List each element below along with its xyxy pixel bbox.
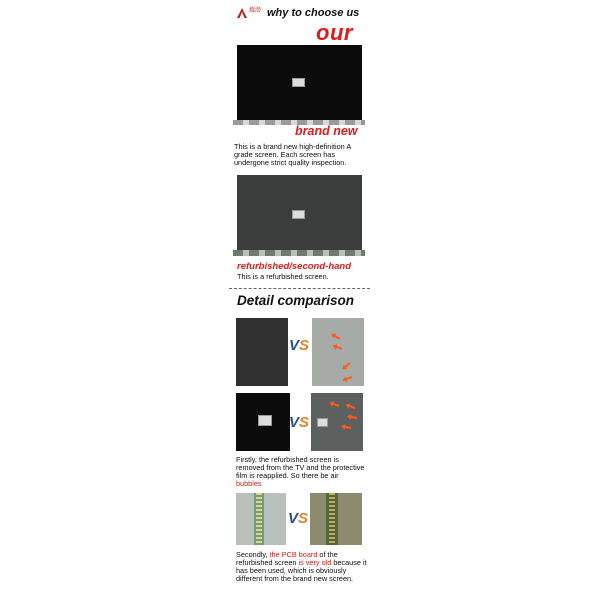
comparison-3-new-image xyxy=(236,493,286,545)
screen-label-sticker xyxy=(317,418,328,427)
refurbished-description: This is a refurbished screen. xyxy=(237,272,329,281)
refurbished-label: refurbished/second-hand xyxy=(237,261,352,272)
comparison-2-new-image xyxy=(236,393,290,451)
comparison-3-description xyxy=(236,551,368,583)
pcb-connector xyxy=(329,493,335,545)
defect-arrow-icon xyxy=(344,426,351,429)
defect-arrow-icon xyxy=(345,376,352,380)
pcb-text-3: because it has been used, which is obviously different from the brand new screen. xyxy=(236,558,367,583)
refurbished-pcb-edge xyxy=(233,250,365,256)
detail-comparison-title: Detail comparison xyxy=(237,293,355,308)
comparison-1-new-image xyxy=(236,318,288,386)
our-accent-title: our xyxy=(316,20,353,45)
defect-arrow-icon xyxy=(348,405,355,409)
why-choose-title: why to choose us xyxy=(267,7,360,19)
pcb-text-2: of the refurbished screen xyxy=(236,550,338,567)
brand-new-screen-image xyxy=(237,45,362,120)
comparison-2-refurbished-image xyxy=(311,393,363,451)
logo-triangle-icon xyxy=(237,8,247,18)
pcb-highlight: the PCB board xyxy=(269,550,318,559)
pcb-text-1: Secondly, xyxy=(236,550,270,559)
comparison-1-description xyxy=(236,456,366,488)
vs-icon: VS xyxy=(289,337,310,354)
comparison-3-refurbished-image xyxy=(310,493,362,545)
screen-label-sticker xyxy=(292,210,305,219)
comparison-1-refurbished-image xyxy=(312,318,364,386)
brand-logo xyxy=(237,8,269,24)
logo-text: 耀潜 xyxy=(249,8,262,14)
brand-new-description: This is a brand new high-definition A grade screen. Each screen has undergone strict quality inspection. xyxy=(234,142,351,167)
pcb-connector xyxy=(256,493,262,545)
defect-arrow-icon xyxy=(332,403,339,407)
brand-new-label: brand new xyxy=(295,124,358,138)
refurbished-screen-image xyxy=(237,175,362,250)
vs-icon: VS xyxy=(289,414,310,431)
bubbles-text: Firstly, the refurbished screen is removed from the TV and the protective film is reapplied. So there be air xyxy=(236,455,365,480)
vs-icon: VS xyxy=(288,510,309,527)
defect-arrow-icon xyxy=(335,346,342,350)
bubbles-highlight: bubbles xyxy=(236,479,262,488)
section-divider xyxy=(229,288,370,289)
screen-label-sticker xyxy=(258,415,272,426)
defect-arrow-icon xyxy=(344,362,351,368)
old-highlight: is very old xyxy=(298,558,332,567)
defect-arrow-icon xyxy=(333,335,340,340)
screen-label-sticker xyxy=(292,78,305,87)
defect-arrow-icon xyxy=(350,416,357,419)
